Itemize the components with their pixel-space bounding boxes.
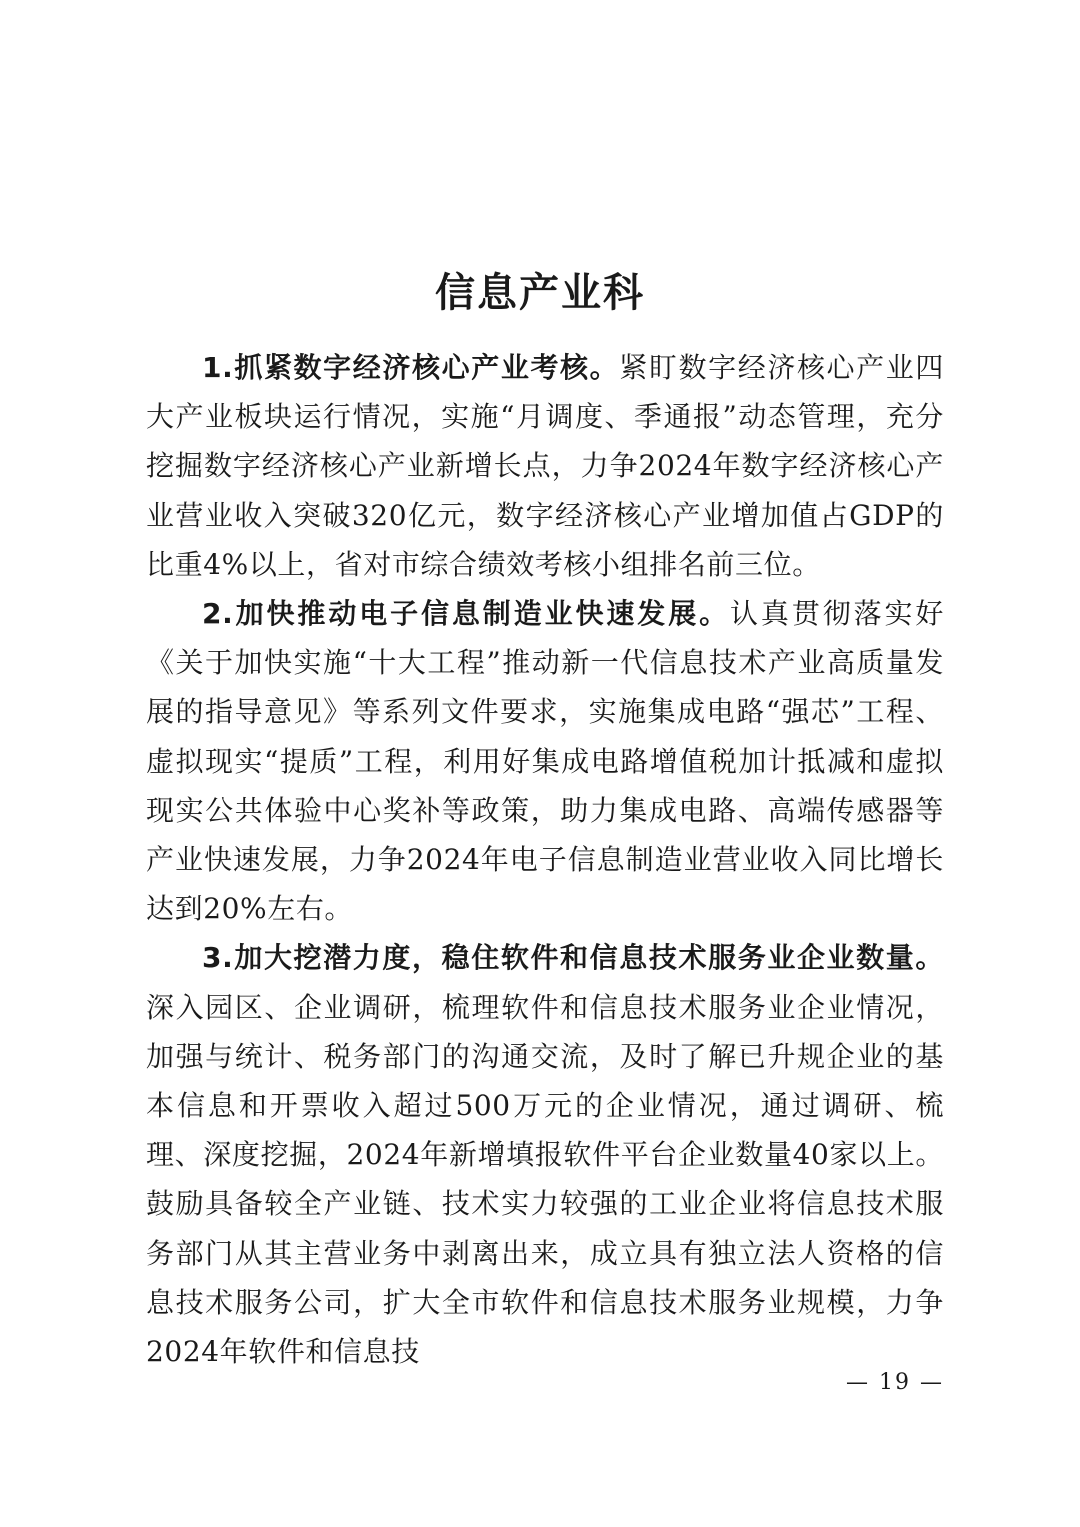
paragraph-2-heading: 2.加快推动电子信息制造业快速发展。 (202, 597, 731, 631)
document-body (146, 343, 944, 1376)
paragraph-1-text: 紧盯数字经济核心产业四大产业板块运行情况，实施“月调度、季通报”动态管理，充分挖掘数字经济核心产业新增长点，力争2024年数字经济核心产业营业收入突破320亿元，数字经济核心产业增加值占GDP的比重4%以上，省对市综合绩效考核小组排名前三位。 (146, 351, 944, 581)
page-number: — 19 — (846, 1370, 944, 1395)
paragraph-2-text: 认真贯彻落实好《关于加快实施“十大工程”推动新一代信息技术产业高质量发展的指导意见》等系列文件要求，实施集成电路“强芯”工程、虚拟现实“提质”工程，利用好集成电路增值税加计抵减和虚拟现实公共体验中心奖补等政策，助力集成电路、高端传感器等产业快速发展，力争2024年电子信息制造业营业收入同比增长达到20%左右。 (146, 597, 945, 926)
page-title: 信息产业科 (435, 269, 645, 316)
paragraph-3 (146, 933, 944, 1376)
paragraph-2 (146, 589, 944, 933)
paragraph-1-heading: 1.抓紧数字经济核心产业考核。 (202, 351, 620, 384)
paragraph-3-heading: 3.加大挖潜力度，稳住软件和信息技术服务业企业数量。 (202, 941, 944, 975)
paragraph-3-text: 深入园区、企业调研，梳理软件和信息技术服务业企业情况，加强与统计、税务部门的沟通交流，及时了解已升规企业的基本信息和开票收入超过500万元的企业情况，通过调研、梳理、深度挖掘，2024年新增填报软件平台企业数量40家以上。鼓励具备较全产业链、技术实力较强的工业企业将信息技术服务部门从其主营业务中剥离出来，成立具有独立法人资格的信息技术服务公司，扩大全市软件和信息技术服务业规模，力争2024年软件和信息技 (146, 990, 944, 1369)
paragraph-1 (146, 343, 944, 589)
